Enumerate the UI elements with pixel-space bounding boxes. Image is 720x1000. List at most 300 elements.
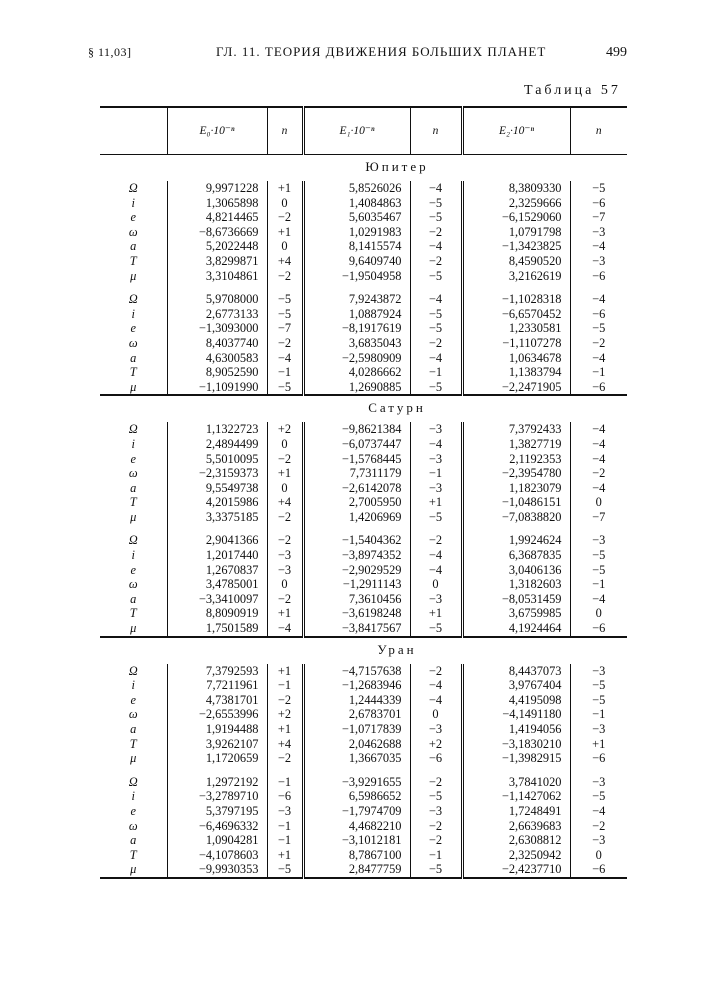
n1-exponent: −5: [410, 510, 462, 525]
e2-value: 1,0634678: [462, 351, 570, 366]
e1-value: −1,2911143: [303, 577, 410, 592]
spacer-cell: [462, 766, 570, 775]
e0-value: 1,2972192: [167, 775, 267, 790]
n2-exponent: 0: [570, 495, 627, 510]
table-row: [100, 351, 627, 366]
table-row: [100, 533, 627, 548]
e0-value: 3,3375185: [167, 510, 267, 525]
spacer-cell: [267, 283, 303, 292]
spacer-cell: [100, 524, 167, 533]
e1-value: 8,1415574: [303, 239, 410, 254]
n2-exponent: 0: [570, 848, 627, 863]
e1-value: 2,0462688: [303, 737, 410, 752]
e2-value: 3,0406136: [462, 563, 570, 578]
n1-exponent: −4: [410, 678, 462, 693]
n1-exponent: −5: [410, 321, 462, 336]
planet-header-blank: [100, 155, 167, 182]
n0-exponent: 0: [267, 437, 303, 452]
e0-value: −1,1091990: [167, 380, 267, 396]
e1-value: 3,6835043: [303, 336, 410, 351]
e2-value: 1,0791798: [462, 225, 570, 240]
e1-value: 4,0286662: [303, 365, 410, 380]
e0-value: 2,9041366: [167, 533, 267, 548]
e0-value: 8,4037740: [167, 336, 267, 351]
n2-exponent: −2: [570, 466, 627, 481]
n2-exponent: −4: [570, 452, 627, 467]
n0-exponent: −1: [267, 678, 303, 693]
spacer-cell: [410, 283, 462, 292]
group-spacer: [100, 283, 627, 292]
chapter-title: ГЛ. 11. ТЕОРИЯ ДВИЖЕНИЯ БОЛЬШИХ ПЛАНЕТ: [216, 44, 547, 59]
e1-value: −3,6198248: [303, 606, 410, 621]
n0-exponent: 0: [267, 481, 303, 496]
e2-value: −1,3982915: [462, 751, 570, 766]
header-e2: E₂·10⁻ⁿ: [462, 107, 570, 155]
e2-value: −1,3423825: [462, 239, 570, 254]
n0-exponent: −2: [267, 592, 303, 607]
n2-exponent: −6: [570, 307, 627, 322]
n1-exponent: −3: [410, 481, 462, 496]
e2-value: −1,1107278: [462, 336, 570, 351]
header-e0: E₀·10⁻ⁿ: [167, 107, 267, 155]
e2-value: −2,4237710: [462, 862, 570, 878]
table-body: [100, 155, 627, 878]
n2-exponent: −3: [570, 775, 627, 790]
e1-value: −8,1917619: [303, 321, 410, 336]
e1-value: −1,0717839: [303, 722, 410, 737]
n1-exponent: −4: [410, 563, 462, 578]
table-row: [100, 678, 627, 693]
element-symbol: i: [131, 195, 135, 210]
n1-exponent: −3: [410, 422, 462, 437]
n1-exponent: −4: [410, 437, 462, 452]
n2-exponent: +1: [570, 737, 627, 752]
spacer-cell: [570, 524, 627, 533]
element-symbol: a: [130, 350, 137, 365]
e1-value: −1,2683946: [303, 678, 410, 693]
e0-value: 3,8299871: [167, 254, 267, 269]
e2-value: 1,4194056: [462, 722, 570, 737]
e1-value: 2,8477759: [303, 862, 410, 878]
e0-value: 1,2670837: [167, 563, 267, 578]
element-symbol: ω: [128, 577, 138, 592]
n0-exponent: 0: [267, 239, 303, 254]
e2-value: −2,3954780: [462, 466, 570, 481]
n2-exponent: −3: [570, 225, 627, 240]
n1-exponent: −2: [410, 225, 462, 240]
spacer-cell: [570, 766, 627, 775]
n1-exponent: −5: [410, 621, 462, 637]
n1-exponent: +1: [410, 495, 462, 510]
planet-header-row: [100, 155, 627, 182]
n2-exponent: −2: [570, 336, 627, 351]
table-row: [100, 722, 627, 737]
element-symbol: e: [130, 210, 136, 225]
coefficients-table: [100, 106, 627, 879]
table-row: [100, 181, 627, 196]
e0-value: 9,5549738: [167, 481, 267, 496]
e0-value: 5,2022448: [167, 239, 267, 254]
table-row: [100, 196, 627, 211]
table-row: [100, 775, 627, 790]
e0-value: −2,6553996: [167, 707, 267, 722]
e2-value: 2,1192353: [462, 452, 570, 467]
e1-value: 1,2690885: [303, 380, 410, 396]
e0-value: 1,3065898: [167, 196, 267, 211]
n2-exponent: −6: [570, 751, 627, 766]
table-row: [100, 452, 627, 467]
n1-exponent: −4: [410, 693, 462, 708]
element-symbol: e: [130, 562, 136, 577]
e1-value: −3,8974352: [303, 548, 410, 563]
n0-exponent: −3: [267, 548, 303, 563]
n0-exponent: −2: [267, 336, 303, 351]
n2-exponent: −4: [570, 239, 627, 254]
e0-value: 7,7211961: [167, 678, 267, 693]
n1-exponent: −2: [410, 254, 462, 269]
spacer-cell: [462, 283, 570, 292]
n0-exponent: −5: [267, 292, 303, 307]
e1-value: −1,9504958: [303, 269, 410, 284]
element-symbol: μ: [130, 751, 137, 766]
n1-exponent: 0: [410, 577, 462, 592]
e1-value: −2,9029529: [303, 563, 410, 578]
n1-exponent: −5: [410, 307, 462, 322]
e1-value: 1,4206969: [303, 510, 410, 525]
e2-value: −8,0531459: [462, 592, 570, 607]
n1-exponent: 0: [410, 707, 462, 722]
n0-exponent: +1: [267, 181, 303, 196]
n0-exponent: −1: [267, 819, 303, 834]
e0-value: 1,0904281: [167, 833, 267, 848]
element-symbol: i: [131, 548, 135, 563]
n1-exponent: −3: [410, 804, 462, 819]
n0-exponent: +2: [267, 707, 303, 722]
group-spacer: [100, 524, 627, 533]
element-symbol: ω: [128, 707, 138, 722]
n1-exponent: −4: [410, 548, 462, 563]
element-symbol: a: [130, 722, 137, 736]
e1-value: 2,6783701: [303, 707, 410, 722]
e2-value: 1,2330581: [462, 321, 570, 336]
header-n1: n: [410, 107, 462, 155]
e0-value: 9,9971228: [167, 181, 267, 196]
spacer-cell: [167, 524, 267, 533]
header-symbol-cell: [100, 107, 167, 155]
e0-value: 4,8214465: [167, 210, 267, 225]
e0-value: 4,2015986: [167, 495, 267, 510]
e2-value: 2,6308812: [462, 833, 570, 848]
e1-value: −6,0737447: [303, 437, 410, 452]
e2-value: 2,6639683: [462, 819, 570, 834]
n0-exponent: −2: [267, 693, 303, 708]
n0-exponent: −5: [267, 380, 303, 396]
n1-exponent: −1: [410, 848, 462, 863]
table-row: [100, 437, 627, 452]
n0-exponent: +4: [267, 495, 303, 510]
spacer-cell: [100, 766, 167, 775]
element-symbol: ω: [128, 224, 138, 239]
n2-exponent: −5: [570, 321, 627, 336]
e2-value: 8,4437073: [462, 664, 570, 679]
planet-name: Юпитер: [365, 159, 429, 174]
e0-value: 4,6300583: [167, 351, 267, 366]
header-e1: E₁·10⁻ⁿ: [303, 107, 410, 155]
e1-value: 2,7005950: [303, 495, 410, 510]
n1-exponent: −2: [410, 533, 462, 548]
n2-exponent: −5: [570, 563, 627, 578]
n0-exponent: −2: [267, 533, 303, 548]
e0-value: 5,5010095: [167, 452, 267, 467]
table-row: [100, 804, 627, 819]
planet-name: Уран: [167, 637, 627, 664]
e1-value: 7,7311179: [303, 466, 410, 481]
n2-exponent: −3: [570, 833, 627, 848]
element-symbol: Ω: [128, 774, 138, 789]
n0-exponent: −1: [267, 833, 303, 848]
table-row: [100, 577, 627, 592]
e2-value: 7,3792433: [462, 422, 570, 437]
e1-value: 7,3610456: [303, 592, 410, 607]
e0-value: −3,3410097: [167, 592, 267, 607]
e2-value: 1,7248491: [462, 804, 570, 819]
n1-exponent: −2: [410, 833, 462, 848]
element-symbol: μ: [130, 379, 137, 394]
e0-value: 3,4785001: [167, 577, 267, 592]
n1-exponent: −2: [410, 775, 462, 790]
n0-exponent: −4: [267, 351, 303, 366]
table-row: [100, 269, 627, 284]
e0-value: −8,6736669: [167, 225, 267, 240]
n1-exponent: −5: [410, 269, 462, 284]
e1-value: 4,4682210: [303, 819, 410, 834]
e1-value: 1,0887924: [303, 307, 410, 322]
e1-value: −2,6142078: [303, 481, 410, 496]
n1-exponent: −4: [410, 292, 462, 307]
e1-value: −4,7157638: [303, 664, 410, 679]
e1-value: 8,7867100: [303, 848, 410, 863]
element-symbol: a: [130, 833, 137, 848]
n1-exponent: −5: [410, 380, 462, 396]
table-row: [100, 833, 627, 848]
n1-exponent: +2: [410, 737, 462, 752]
e2-value: 3,7841020: [462, 775, 570, 790]
e0-value: −2,3159373: [167, 466, 267, 481]
n2-exponent: −7: [570, 510, 627, 525]
n1-exponent: −2: [410, 664, 462, 679]
n2-exponent: −6: [570, 862, 627, 878]
n1-exponent: −3: [410, 722, 462, 737]
n2-exponent: −5: [570, 693, 627, 708]
spacer-cell: [462, 524, 570, 533]
n1-exponent: +1: [410, 606, 462, 621]
n2-exponent: −3: [570, 664, 627, 679]
table-row: [100, 292, 627, 307]
n0-exponent: −5: [267, 862, 303, 878]
element-symbol: μ: [130, 268, 137, 283]
header-n0: n: [267, 107, 303, 155]
e2-value: −4,1491180: [462, 707, 570, 722]
n0-exponent: −2: [267, 452, 303, 467]
n2-exponent: −4: [570, 592, 627, 607]
e2-value: 8,3809330: [462, 181, 570, 196]
n2-exponent: −4: [570, 351, 627, 366]
n0-exponent: −1: [267, 775, 303, 790]
e1-value: 6,5986652: [303, 789, 410, 804]
n0-exponent: −3: [267, 563, 303, 578]
table-row: [100, 380, 627, 396]
n1-exponent: −3: [410, 592, 462, 607]
n1-exponent: −5: [410, 210, 462, 225]
n0-exponent: +1: [267, 722, 303, 737]
table-row: [100, 481, 627, 496]
e1-value: 1,3667035: [303, 751, 410, 766]
table-row: [100, 321, 627, 336]
n0-exponent: +4: [267, 737, 303, 752]
element-symbol: e: [130, 692, 136, 707]
table-label: Таблица 57: [524, 83, 621, 98]
section-ref: § 11,03]: [88, 45, 132, 59]
element-symbol: T: [129, 847, 137, 862]
element-symbol: μ: [130, 862, 137, 877]
table-row: [100, 254, 627, 269]
element-symbol: a: [130, 239, 137, 254]
e2-value: 1,9924624: [462, 533, 570, 548]
n2-exponent: −6: [570, 196, 627, 211]
n0-exponent: +4: [267, 254, 303, 269]
e0-value: −9,9930353: [167, 862, 267, 878]
n1-exponent: −1: [410, 365, 462, 380]
planet-name: Сатурн: [167, 395, 627, 422]
table-row: [100, 789, 627, 804]
n0-exponent: −2: [267, 210, 303, 225]
element-symbol: Ω: [128, 181, 138, 195]
element-symbol: ω: [128, 466, 138, 481]
table-row: [100, 592, 627, 607]
n1-exponent: −5: [410, 196, 462, 211]
spacer-cell: [267, 524, 303, 533]
n2-exponent: −2: [570, 819, 627, 834]
e1-value: −1,7974709: [303, 804, 410, 819]
n2-exponent: −4: [570, 481, 627, 496]
table-row: [100, 737, 627, 752]
n0-exponent: +1: [267, 848, 303, 863]
e0-value: −3,2789710: [167, 789, 267, 804]
spacer-cell: [303, 283, 410, 292]
element-symbol: i: [131, 789, 135, 804]
n2-exponent: −1: [570, 707, 627, 722]
n1-exponent: −4: [410, 239, 462, 254]
table-row: [100, 495, 627, 510]
element-symbol: Ω: [128, 663, 138, 678]
table-row: [100, 336, 627, 351]
spacer-cell: [410, 524, 462, 533]
planet-header-row: [100, 637, 627, 664]
e2-value: −3,1830210: [462, 737, 570, 752]
n0-exponent: −6: [267, 789, 303, 804]
spacer-cell: [100, 283, 167, 292]
table-row: [100, 307, 627, 322]
n2-exponent: −3: [570, 254, 627, 269]
element-symbol: ω: [128, 818, 138, 833]
table-row: [100, 210, 627, 225]
e0-value: 3,3104861: [167, 269, 267, 284]
n0-exponent: 0: [267, 577, 303, 592]
e2-value: 4,1924464: [462, 621, 570, 637]
table-row: [100, 693, 627, 708]
e0-value: 5,3797195: [167, 804, 267, 819]
n1-exponent: −5: [410, 862, 462, 878]
element-symbol: Ω: [128, 533, 138, 548]
n2-exponent: −4: [570, 437, 627, 452]
n2-exponent: −1: [570, 365, 627, 380]
n2-exponent: −4: [570, 804, 627, 819]
n0-exponent: +1: [267, 606, 303, 621]
e2-value: 1,3827719: [462, 437, 570, 452]
e0-value: 2,6773133: [167, 307, 267, 322]
n2-exponent: −3: [570, 533, 627, 548]
e2-value: 1,1823079: [462, 481, 570, 496]
element-symbol: μ: [130, 509, 137, 524]
spacer-cell: [167, 766, 267, 775]
n1-exponent: −6: [410, 751, 462, 766]
e0-value: 8,8090919: [167, 606, 267, 621]
e1-value: −9,8621384: [303, 422, 410, 437]
e2-value: 6,3687835: [462, 548, 570, 563]
e0-value: −4,1078603: [167, 848, 267, 863]
e1-value: 1,4084863: [303, 196, 410, 211]
table-row: [100, 664, 627, 679]
e1-value: −3,8417567: [303, 621, 410, 637]
spacer-cell: [267, 766, 303, 775]
e1-value: −1,5404362: [303, 533, 410, 548]
n0-exponent: +1: [267, 664, 303, 679]
table-row: [100, 365, 627, 380]
e0-value: 1,1322723: [167, 422, 267, 437]
table-row: [100, 239, 627, 254]
e0-value: 1,7501589: [167, 621, 267, 637]
e2-value: −1,1028318: [462, 292, 570, 307]
spacer-cell: [303, 766, 410, 775]
element-symbol: T: [129, 736, 137, 751]
n0-exponent: −2: [267, 510, 303, 525]
table-row: [100, 862, 627, 878]
e0-value: 1,2017440: [167, 548, 267, 563]
e2-value: −1,1427062: [462, 789, 570, 804]
element-symbol: Ω: [128, 422, 138, 437]
n2-exponent: 0: [570, 606, 627, 621]
e2-value: −2,2471905: [462, 380, 570, 396]
n2-exponent: −6: [570, 269, 627, 284]
n0-exponent: −4: [267, 621, 303, 637]
table-row: [100, 510, 627, 525]
n1-exponent: −3: [410, 452, 462, 467]
e2-value: 3,2162619: [462, 269, 570, 284]
e2-value: 8,4590520: [462, 254, 570, 269]
element-symbol: T: [129, 365, 137, 380]
n2-exponent: −5: [570, 789, 627, 804]
n2-exponent: −4: [570, 292, 627, 307]
e1-value: 5,8526026: [303, 181, 410, 196]
element-symbol: i: [131, 678, 135, 693]
table-row: [100, 548, 627, 563]
e1-value: −1,5768445: [303, 452, 410, 467]
table-row: [100, 819, 627, 834]
table-row: [100, 225, 627, 240]
e0-value: 1,9194488: [167, 722, 267, 737]
element-symbol: a: [130, 591, 137, 606]
n2-exponent: −5: [570, 548, 627, 563]
